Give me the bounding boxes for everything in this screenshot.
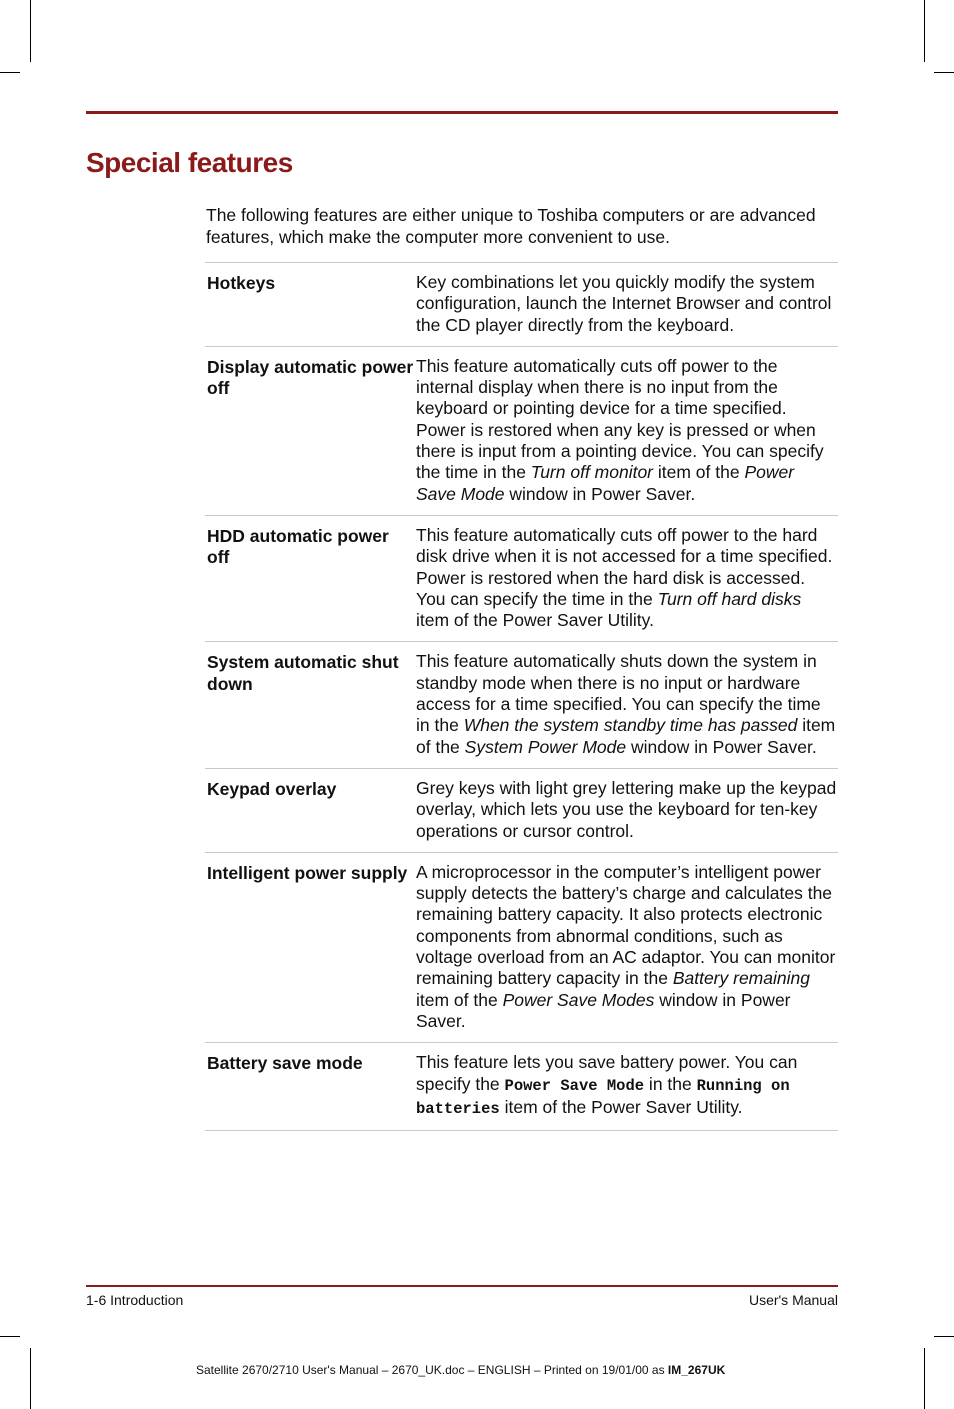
feature-text: This feature automatically cuts off power to the internal display when there is no input from the keyboard or pointing device for a time specified. Power is restored when any key is pressed or when there is input from a pointing device. You can specify the time in the <box>416 355 824 483</box>
print-info-text: Satellite 2670/2710 User's Manual – 2670_UK.doc – ENGLISH – Printed on 19/01/00 as <box>196 1363 668 1377</box>
feature-text: Grey keys with light grey lettering make up the keypad overlay, which lets you use the keyboard for ten-key operations or cursor control. <box>416 777 837 841</box>
feature-text: Key combinations let you quickly modify the system configuration, launch the Internet Browser and control the CD player directly from the keyboard. <box>416 272 832 335</box>
feature-text: item of the <box>653 462 745 483</box>
crop-mark <box>0 72 20 73</box>
feature-row <box>205 853 838 1043</box>
feature-text: item of the <box>416 989 503 1010</box>
feature-italic-text: Power Save Mode <box>416 462 795 504</box>
footer-section-label: 1-6 Introduction <box>86 1292 184 1308</box>
feature-italic-text: Battery remaining <box>672 968 810 989</box>
feature-term: Hotkeys <box>207 273 276 293</box>
print-info-code: IM_267UK <box>667 1363 726 1377</box>
feature-description <box>416 356 838 505</box>
feature-text: item of the Power Saver Utility. <box>416 610 654 631</box>
feature-text: This feature automatically cuts off power to the hard disk drive when it is not accessed for a time specified. Power is restored when the hard disk is accessed. You can specify the time in the <box>416 524 833 609</box>
feature-text: A microprocessor in the computer’s intelligent power supply detects the battery’s charge and calculates the remaining battery capacity. It also protects electronic components from abnormal conditions, such as voltage overload from an AC adaptor. You can monitor remaining battery capacity in the <box>416 861 836 989</box>
feature-term: HDD automatic power off <box>207 525 389 568</box>
crop-mark <box>924 0 925 62</box>
feature-code-text: Power Save Mode <box>504 1076 645 1095</box>
feature-term: Keypad overlay <box>207 778 337 799</box>
feature-term: Display automatic power off <box>207 356 414 399</box>
crop-mark <box>934 1336 954 1337</box>
crop-mark <box>924 1348 925 1409</box>
feature-italic-text: System Power Mode <box>464 736 627 757</box>
feature-description <box>416 651 838 757</box>
feature-italic-text: Power Save Modes <box>502 989 655 1010</box>
feature-italic-text: Turn off monitor <box>530 462 654 483</box>
feature-row <box>205 263 838 347</box>
intro-paragraph: The following features are either unique to Toshiba computers or are advanced features, which make the computer more convenient to use. <box>206 205 816 247</box>
feature-row <box>205 1043 838 1131</box>
feature-text: window in Power Saver. <box>416 989 791 1031</box>
features-table <box>205 262 838 1131</box>
feature-term: Intelligent power supply <box>207 862 408 883</box>
crop-mark <box>30 1348 31 1409</box>
feature-italic-text: Turn off hard disks <box>657 588 802 609</box>
feature-row <box>205 769 838 853</box>
page-title: Special features <box>86 147 293 178</box>
crop-mark <box>934 72 954 73</box>
feature-code-text: Running on batteries <box>416 1076 790 1118</box>
feature-text: window in Power Saver. <box>626 736 817 757</box>
feature-description <box>416 1052 838 1120</box>
feature-term: Battery save mode <box>207 1053 363 1074</box>
feature-text: window in Power Saver. <box>504 483 696 504</box>
feature-row <box>205 347 838 516</box>
feature-text: in the <box>644 1073 697 1094</box>
feature-text: item of the <box>416 715 836 757</box>
header-rule <box>86 111 838 114</box>
feature-text: item of the Power Saver Utility. <box>499 1096 743 1117</box>
feature-description <box>416 862 838 1032</box>
feature-italic-text: When the system standby time has passed <box>463 715 798 736</box>
feature-description <box>416 525 838 631</box>
crop-mark <box>30 0 31 62</box>
feature-description <box>416 778 838 842</box>
feature-term: System automatic shut down <box>207 652 399 694</box>
feature-text: This feature lets you save battery power. You can specify the <box>416 1052 798 1094</box>
footer-rule <box>86 1285 838 1287</box>
footer-manual-label: User's Manual <box>748 1292 838 1308</box>
crop-mark <box>0 1336 20 1337</box>
feature-row <box>205 516 838 642</box>
feature-text: This feature automatically shuts down the system in standby mode when there is no input or hardware access for a time specified. You can specify the time in the <box>416 651 821 736</box>
feature-description <box>416 272 838 336</box>
print-info <box>196 1363 725 1377</box>
feature-row <box>205 642 838 768</box>
